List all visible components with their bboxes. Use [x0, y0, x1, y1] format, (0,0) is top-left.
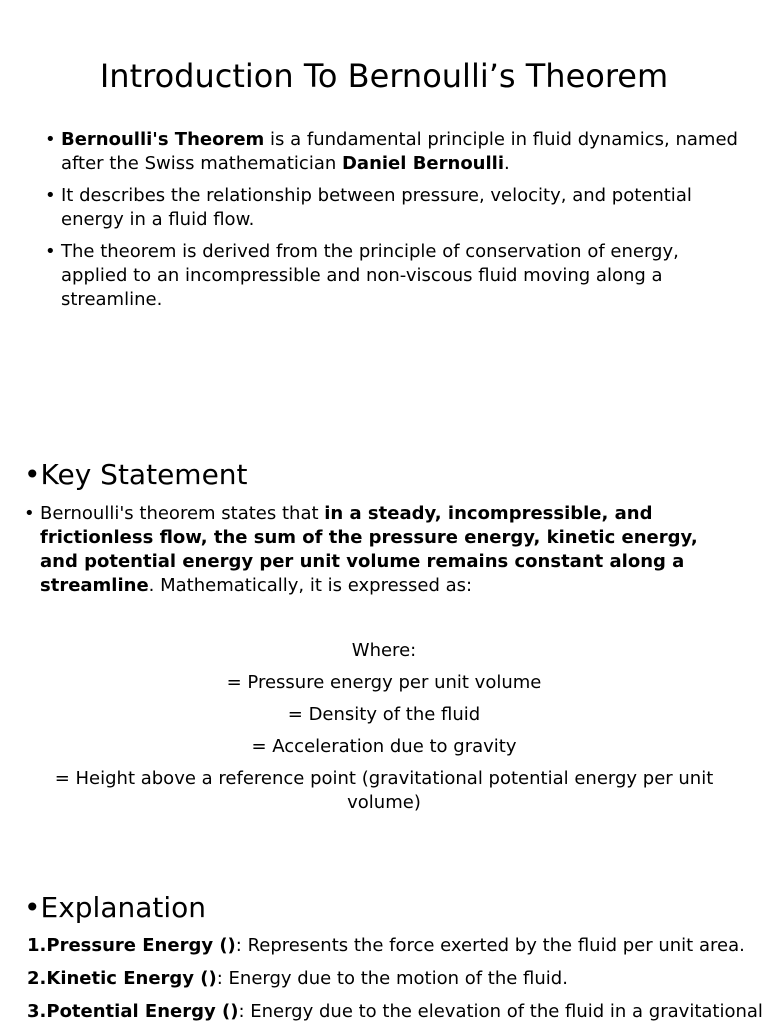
intro-bullet-list	[45, 128, 741, 320]
intro-bullet-3	[45, 240, 741, 312]
bold-name: Daniel Bernoulli	[341, 153, 505, 174]
bullet-dot: •	[24, 503, 35, 524]
where-item: = Acceleration due to gravity	[251, 736, 517, 757]
where-label: Where:	[351, 640, 417, 661]
explanation-item	[27, 1000, 767, 1024]
bold-term: Bernoulli's Theorem	[61, 129, 265, 150]
heading-text: Key Statement	[40, 458, 248, 491]
item-term: Kinetic Energy ()	[46, 968, 217, 989]
intro-text: is a fundamental principle in fluid dynamics, named after the Swiss mathematician	[61, 129, 738, 174]
intro-bullet-2	[45, 184, 741, 232]
item-desc: : Represents the force exerted by the fluid per unit area.	[235, 935, 745, 956]
explanation-heading	[24, 891, 206, 925]
where-item: = Density of the fluid	[287, 704, 481, 725]
sentence-end: .	[504, 153, 510, 174]
key-text-after: . Mathematically, it is expressed as:	[148, 575, 473, 596]
item-number: 2.	[27, 968, 47, 989]
heading-text: Explanation	[40, 891, 207, 924]
item-desc: : Energy due to the motion of the fluid.	[216, 968, 568, 989]
bullet-dot: •	[45, 185, 56, 206]
key-text-before: Bernoulli's theorem states that	[40, 503, 325, 524]
key-text-bold: in a steady, incompressible, and frictionless flow, the sum of the pressure energy, kinetic energy, and potential energy per unit volume remains constant along a streamline	[40, 503, 698, 596]
heading-bullet: •	[24, 891, 41, 924]
item-term: Potential Energy ()	[46, 1001, 239, 1022]
explanation-item	[27, 967, 767, 991]
explanation-item	[27, 934, 767, 958]
where-block	[40, 639, 728, 823]
where-item: = Height above a reference point (gravitational potential energy per unit volume)	[54, 768, 714, 813]
where-item: = Pressure energy per unit volume	[226, 672, 542, 693]
intro-text: The theorem is derived from the principle of conservation of energy, applied to an incompressible and non-viscous fluid moving along a streamline.	[61, 241, 679, 310]
bullet-dot: •	[45, 241, 56, 262]
item-number: 3.	[27, 1001, 47, 1022]
heading-bullet: •	[24, 458, 41, 491]
item-number: 1.	[27, 935, 47, 956]
intro-bullet-1	[45, 128, 741, 176]
key-statement-list	[24, 502, 740, 598]
key-statement-bullet	[24, 502, 740, 598]
item-desc: : Energy due to the elevation of the fluid in a gravitational	[238, 1001, 763, 1022]
item-term: Pressure Energy ()	[46, 935, 236, 956]
explanation-list	[27, 934, 767, 1033]
bullet-dot: •	[45, 129, 56, 150]
intro-text: It describes the relationship between pressure, velocity, and potential energy in a fluid flow.	[61, 185, 692, 230]
page-title: Introduction To Bernoulli’s Theorem	[99, 57, 669, 95]
key-statement-heading	[24, 458, 248, 492]
